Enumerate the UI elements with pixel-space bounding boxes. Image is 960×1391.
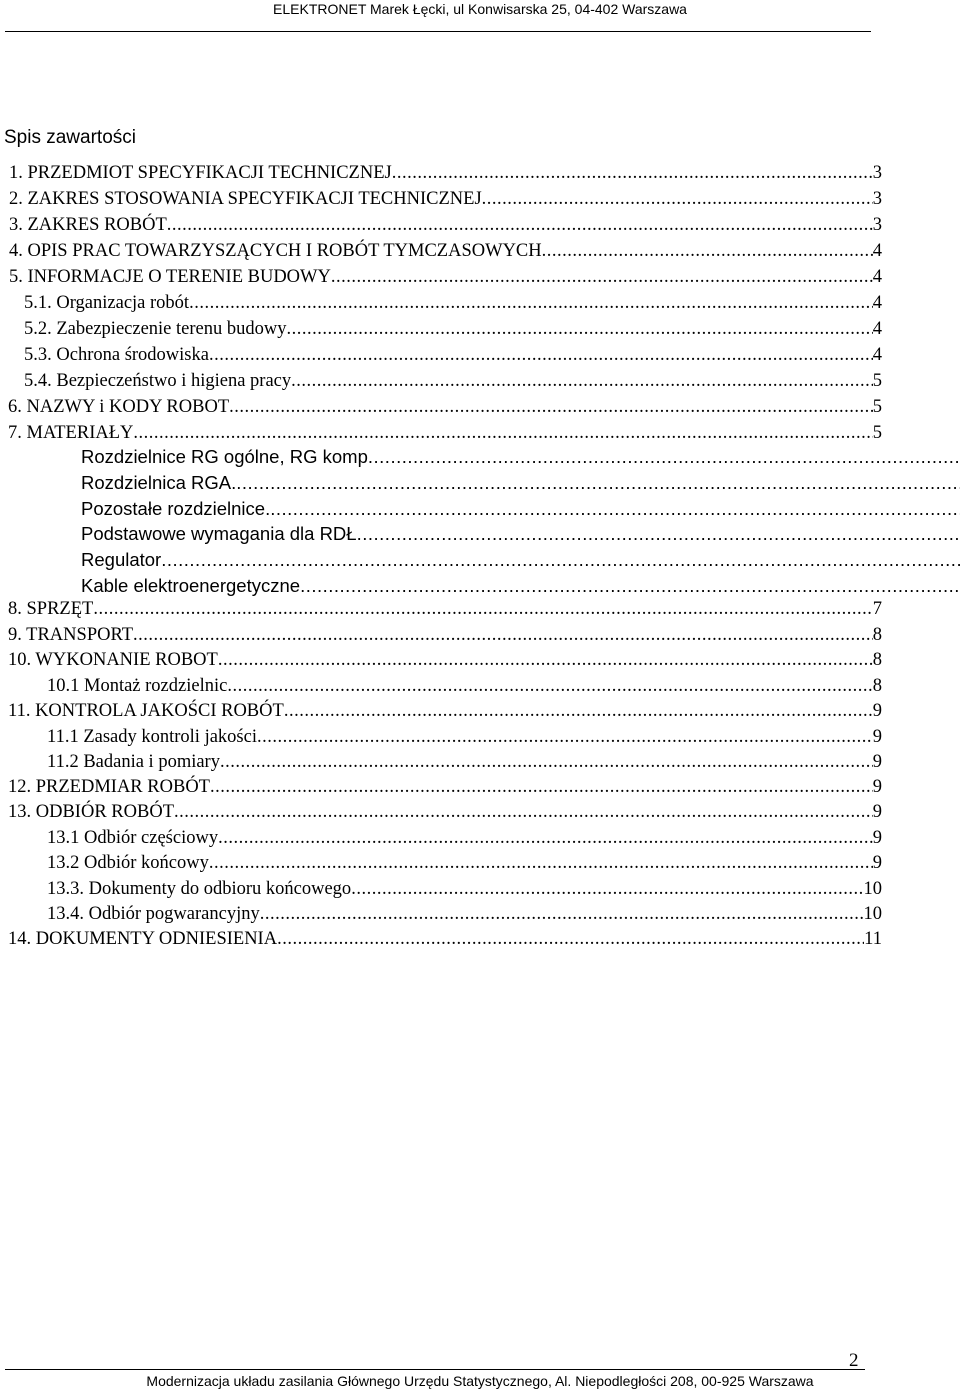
toc-entry[interactable] bbox=[81, 523, 960, 545]
toc-dot-leader bbox=[357, 523, 960, 545]
toc-entry-page: 8 bbox=[872, 625, 882, 645]
toc-entry[interactable] bbox=[8, 422, 882, 444]
toc-dot-leader bbox=[260, 903, 864, 925]
toc-entry-title: 12. PRZEDMIAR ROBÓT bbox=[8, 777, 210, 797]
toc-dot-leader bbox=[218, 649, 873, 671]
page-header: ELEKTRONET Marek Łęcki, ul Konwisarska 25, 04-402 Warszawa bbox=[273, 1, 687, 17]
toc-entry[interactable] bbox=[24, 344, 882, 366]
toc-dot-leader bbox=[482, 188, 873, 210]
toc-entry-title: 5.3. Ochrona środowiska bbox=[24, 345, 209, 365]
toc-entry[interactable] bbox=[47, 852, 882, 874]
toc-dot-leader bbox=[257, 726, 873, 748]
toc-entry-title: 5. INFORMACJE O TERENIE BUDOWY bbox=[9, 267, 331, 287]
toc-entry-page: 4 bbox=[872, 319, 882, 339]
toc-entry-title: 13.1 Odbiór częściowy bbox=[47, 828, 219, 848]
toc-entry-title: 5.2. Zabezpieczenie terenu budowy bbox=[24, 319, 287, 339]
toc-entry-page: 10 bbox=[863, 904, 882, 924]
toc-entry-page: 3 bbox=[872, 189, 882, 209]
toc-entry[interactable] bbox=[9, 266, 882, 288]
toc-entry-title: Rozdzielnice RG ogólne, RG komp bbox=[81, 446, 368, 467]
toc-entry[interactable] bbox=[81, 575, 960, 597]
toc-entry-title: 5.4. Bezpieczeństwo i higiena pracy bbox=[24, 371, 292, 391]
toc-entry-page: 4 bbox=[872, 267, 882, 287]
toc-entry-page: 9 bbox=[872, 828, 882, 848]
page-number: 2 bbox=[849, 1350, 859, 1371]
toc-entry-title: 13.2 Odbiór końcowy bbox=[47, 853, 209, 873]
toc-entry-title: Pozostałe rozdzielnice. bbox=[81, 498, 271, 519]
toc-entry-page: 4 bbox=[872, 345, 882, 365]
toc-entry-page: 9 bbox=[872, 727, 882, 747]
toc-entry-title: Regulator bbox=[81, 549, 162, 570]
toc-entry-page: 8 bbox=[872, 676, 882, 696]
toc-entry-page: 9 bbox=[872, 853, 882, 873]
toc-dot-leader bbox=[277, 928, 864, 950]
toc-entry[interactable] bbox=[47, 903, 882, 925]
toc-entry-title: 2. ZAKRES STOSOWANIA SPECYFIKACJI TECHNICZNEJ bbox=[9, 189, 482, 209]
toc-entry-page: 5 bbox=[872, 397, 882, 417]
toc-entry[interactable] bbox=[81, 549, 960, 571]
toc-entry[interactable] bbox=[8, 598, 882, 620]
toc-entry-title: 9. TRANSPORT bbox=[8, 625, 133, 645]
toc-dot-leader bbox=[209, 344, 873, 366]
toc-dot-leader bbox=[300, 575, 960, 597]
toc-entry-title: 13. ODBIÓR ROBÓT bbox=[8, 802, 174, 822]
toc-entry-page: 4 bbox=[872, 293, 882, 313]
toc-entry-page: 7 bbox=[872, 599, 882, 619]
toc-entry[interactable] bbox=[8, 700, 882, 722]
toc-entry[interactable] bbox=[47, 878, 882, 900]
toc-dot-leader bbox=[331, 266, 873, 288]
toc-entry-title: 3. ZAKRES ROBÓT bbox=[9, 215, 167, 235]
toc-entry[interactable] bbox=[47, 726, 882, 748]
toc-dot-leader bbox=[133, 624, 873, 646]
toc-entry-page: 9 bbox=[872, 802, 882, 822]
toc-dot-leader bbox=[236, 472, 960, 494]
toc-entry[interactable] bbox=[9, 162, 882, 184]
toc-dot-leader bbox=[210, 776, 873, 798]
page-footer: Modernizacja układu zasilania Głównego Urzędu Statystycznego, Al. Niepodległości 208, 00-925 Warszawa bbox=[146, 1373, 814, 1389]
toc-entry-title: 10. WYKONANIE ROBOT bbox=[8, 650, 218, 670]
toc-dot-leader bbox=[286, 318, 872, 340]
toc-dot-leader bbox=[392, 162, 873, 184]
toc-entry-title: Rozdzielnica RGA. bbox=[81, 472, 237, 493]
toc-entry-page: 3 bbox=[872, 215, 882, 235]
toc-dot-leader bbox=[218, 827, 873, 849]
toc-entry[interactable] bbox=[9, 188, 882, 210]
toc-dot-leader bbox=[209, 852, 873, 874]
toc-entry[interactable] bbox=[8, 649, 882, 671]
toc-entry-title: 11. KONTROLA JAKOŚCI ROBÓT bbox=[8, 701, 284, 721]
toc-dot-leader bbox=[368, 446, 960, 468]
toc-entry-page: 9 bbox=[872, 777, 882, 797]
toc-entry-page: 9 bbox=[872, 752, 882, 772]
toc-dot-leader bbox=[291, 370, 873, 392]
toc-entry-title: 6. NAZWY i KODY ROBOT bbox=[8, 397, 230, 417]
toc-entry-title: 14. DOKUMENTY ODNIESIENIA bbox=[8, 929, 278, 949]
toc-entry[interactable] bbox=[8, 928, 882, 950]
toc-dot-leader bbox=[220, 751, 873, 773]
toc-entry-page: 9 bbox=[872, 701, 882, 721]
toc-title: Spis zawartości bbox=[4, 127, 136, 148]
toc-entry-page: 5 bbox=[872, 371, 882, 391]
toc-dot-leader bbox=[189, 292, 873, 314]
toc-entry[interactable] bbox=[47, 751, 882, 773]
toc-entry-title: 13.4. Odbiór pogwarancyjny bbox=[47, 904, 260, 924]
toc-entry[interactable] bbox=[81, 446, 960, 468]
toc-entry-page: 5 bbox=[872, 423, 882, 443]
toc-dot-leader bbox=[93, 598, 872, 620]
toc-entry-page: 4 bbox=[872, 241, 882, 261]
toc-entry-title: Kable elektroenergetyczne bbox=[81, 575, 301, 596]
toc-entry[interactable] bbox=[8, 776, 882, 798]
toc-entry-title: 11.2 Badania i pomiary bbox=[47, 752, 220, 772]
footer-rule bbox=[5, 1369, 865, 1370]
toc-entry-title: 11.1 Zasady kontroli jakości bbox=[47, 727, 257, 747]
toc-entry-page: 8 bbox=[872, 650, 882, 670]
toc-entry-title: 4. OPIS PRAC TOWARZYSZĄCYCH I ROBÓT TYMCZASOWYCH bbox=[9, 241, 542, 261]
toc-entry[interactable] bbox=[8, 624, 882, 646]
toc-dot-leader bbox=[229, 396, 873, 418]
toc-entry-title: 1. PRZEDMIOT SPECYFIKACJI TECHNICZNEJ bbox=[9, 163, 392, 183]
toc-entry-title: 10.1 Montaż rozdzielnic bbox=[47, 676, 228, 696]
toc-dot-leader bbox=[542, 240, 873, 262]
toc-dot-leader bbox=[351, 878, 863, 900]
toc-entry-page: 10 bbox=[863, 879, 882, 899]
toc-dot-leader bbox=[161, 549, 960, 571]
toc-entry[interactable] bbox=[9, 240, 882, 262]
toc-entry-page: 11 bbox=[864, 929, 882, 949]
toc-entry-title: 8. SPRZĘT bbox=[8, 599, 94, 619]
toc-entry[interactable] bbox=[8, 801, 882, 823]
toc-dot-leader bbox=[133, 422, 872, 444]
toc-dot-leader bbox=[174, 801, 873, 823]
toc-entry-title: 7. MATERIAŁY bbox=[8, 423, 134, 443]
toc-entry[interactable] bbox=[81, 472, 960, 494]
toc-entry[interactable] bbox=[24, 370, 882, 392]
toc-entry[interactable] bbox=[47, 827, 882, 849]
toc-entry[interactable] bbox=[9, 214, 882, 236]
toc-entry[interactable] bbox=[47, 675, 882, 697]
toc-entry-title: Podstawowe wymagania dla RDŁ bbox=[81, 523, 357, 544]
toc-dot-leader bbox=[227, 675, 872, 697]
toc-dot-leader bbox=[270, 498, 960, 520]
toc-dot-leader bbox=[167, 214, 873, 236]
toc-entry[interactable] bbox=[8, 396, 882, 418]
toc-dot-leader bbox=[284, 700, 873, 722]
toc-entry[interactable] bbox=[81, 498, 960, 520]
toc-entry[interactable] bbox=[24, 318, 882, 340]
toc-entry-title: 13.3. Dokumenty do odbioru końcowego bbox=[47, 879, 352, 899]
toc-entry-page: 3 bbox=[872, 163, 882, 183]
toc-entry[interactable] bbox=[24, 292, 882, 314]
toc-entry-title: 5.1. Organizacja robót bbox=[24, 293, 190, 313]
